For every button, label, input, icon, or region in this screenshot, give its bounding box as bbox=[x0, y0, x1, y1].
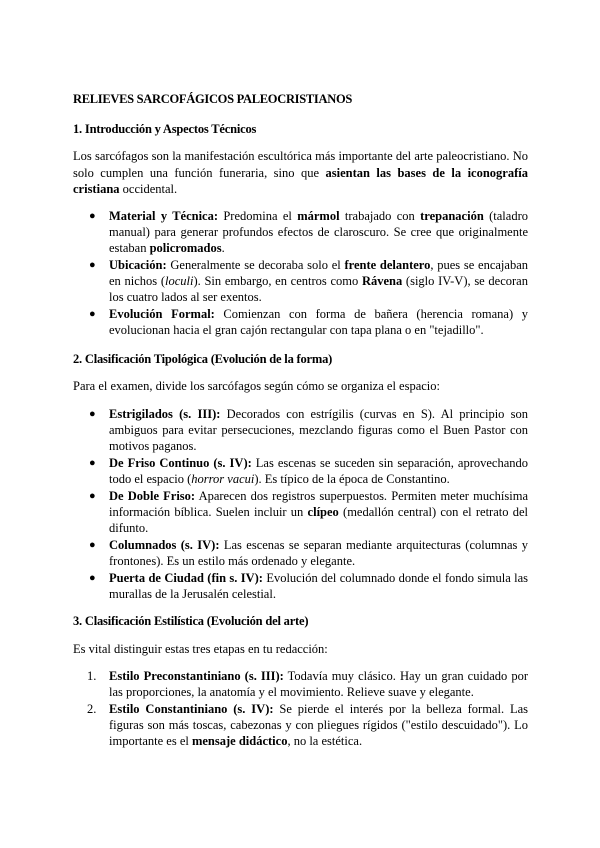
section-1-paragraph: Los sarcófagos son la manifestación escultórica más importante del arte paleocristiano. No solo cumplen una función funeraria, sino que asientan las bases de la iconografía cristiana occidental. bbox=[73, 149, 528, 196]
list-item: ● De Doble Friso: Aparecen dos registros superpuestos. Permiten meter muchísima información bíblica. Suelen incluir un clípeo (medallón central) con el retrato del difunto. bbox=[89, 489, 528, 535]
bullet-icon: ● bbox=[89, 572, 96, 584]
section-3-list bbox=[73, 668, 528, 749]
list-item: ● Estrigilados (s. III): Decorados con estrígilis (curvas en S). Al principio son ambiguos para evitar persecuciones, mezclando figuras como el Buen Pastor con motivos paganos. bbox=[89, 407, 529, 453]
section-3-intro: Es vital distinguir estas tres etapas en tu redacción: bbox=[73, 642, 328, 656]
bullet-icon: ● bbox=[89, 259, 96, 271]
bullet-icon: ● bbox=[89, 539, 96, 551]
section-3-heading: 3. Clasificación Estilística (Evolución del arte) bbox=[73, 614, 309, 628]
section-2-list bbox=[73, 406, 528, 602]
bullet-icon: ● bbox=[89, 457, 96, 469]
bullet-icon: ● bbox=[89, 408, 96, 420]
list-item: 2. Estilo Constantiniano (s. IV): Se pierde el interés por la belleza formal. Las figuras son más toscas, cabezonas y con pliegues rígidos ("estilo descuidado"). Lo importante es el mensaje didáctico, no la estética. bbox=[87, 702, 528, 748]
list-item: ● Ubicación: Generalmente se decoraba solo el frente delantero, pues se encajaban en nichos (loculi). Sin embargo, en centros como Rávena (siglo IV-V), se decoran los cuatro lados al ser exentos. bbox=[89, 258, 528, 304]
bullet-icon: ● bbox=[89, 210, 96, 222]
section-1-list bbox=[73, 208, 528, 338]
list-item: ● De Friso Continuo (s. IV): Las escenas se suceden sin separación, aprovechando todo el espacio (horror vacui). Es típico de la época de Constantino. bbox=[89, 456, 529, 486]
list-number: 1. bbox=[87, 669, 97, 683]
section-1-heading: 1. Introducción y Aspectos Técnicos bbox=[73, 122, 257, 136]
bullet-icon: ● bbox=[89, 308, 96, 320]
document-title: RELIEVES SARCOFÁGICOS PALEOCRISTIANOS bbox=[73, 92, 353, 106]
section-2-heading: 2. Clasificación Tipológica (Evolución de la forma) bbox=[73, 352, 333, 366]
list-item: ● Material y Técnica: Predomina el mármol trabajado con trepanación (taladro manual) para generar profundos efectos de claroscuro. Se cree que originalmente estaban policromados. bbox=[89, 209, 528, 255]
list-item: ● Puerta de Ciudad (fin s. IV): Evolución del columnado donde el fondo simula las murallas de la Jerusalén celestial. bbox=[89, 571, 528, 601]
list-number: 2. bbox=[87, 702, 97, 716]
section-2-intro: Para el examen, divide los sarcófagos según cómo se organiza el espacio: bbox=[73, 379, 441, 393]
list-item: ● Evolución Formal: Comienzan con forma de bañera (herencia romana) y evolucionan hacia el gran cajón rectangular con tapa plana o en "tejadillo". bbox=[89, 307, 529, 337]
list-item: ● Columnados (s. IV): Las escenas se separan mediante arquitecturas (columnas y frontones). Es un estilo más ordenado y elegante. bbox=[89, 538, 528, 568]
list-item: 1. Estilo Preconstantiniano (s. III): Todavía muy clásico. Hay un gran cuidado por las proporciones, la anatomía y el movimiento. Relieve suave y elegante. bbox=[87, 669, 528, 699]
bullet-icon: ● bbox=[89, 490, 96, 502]
